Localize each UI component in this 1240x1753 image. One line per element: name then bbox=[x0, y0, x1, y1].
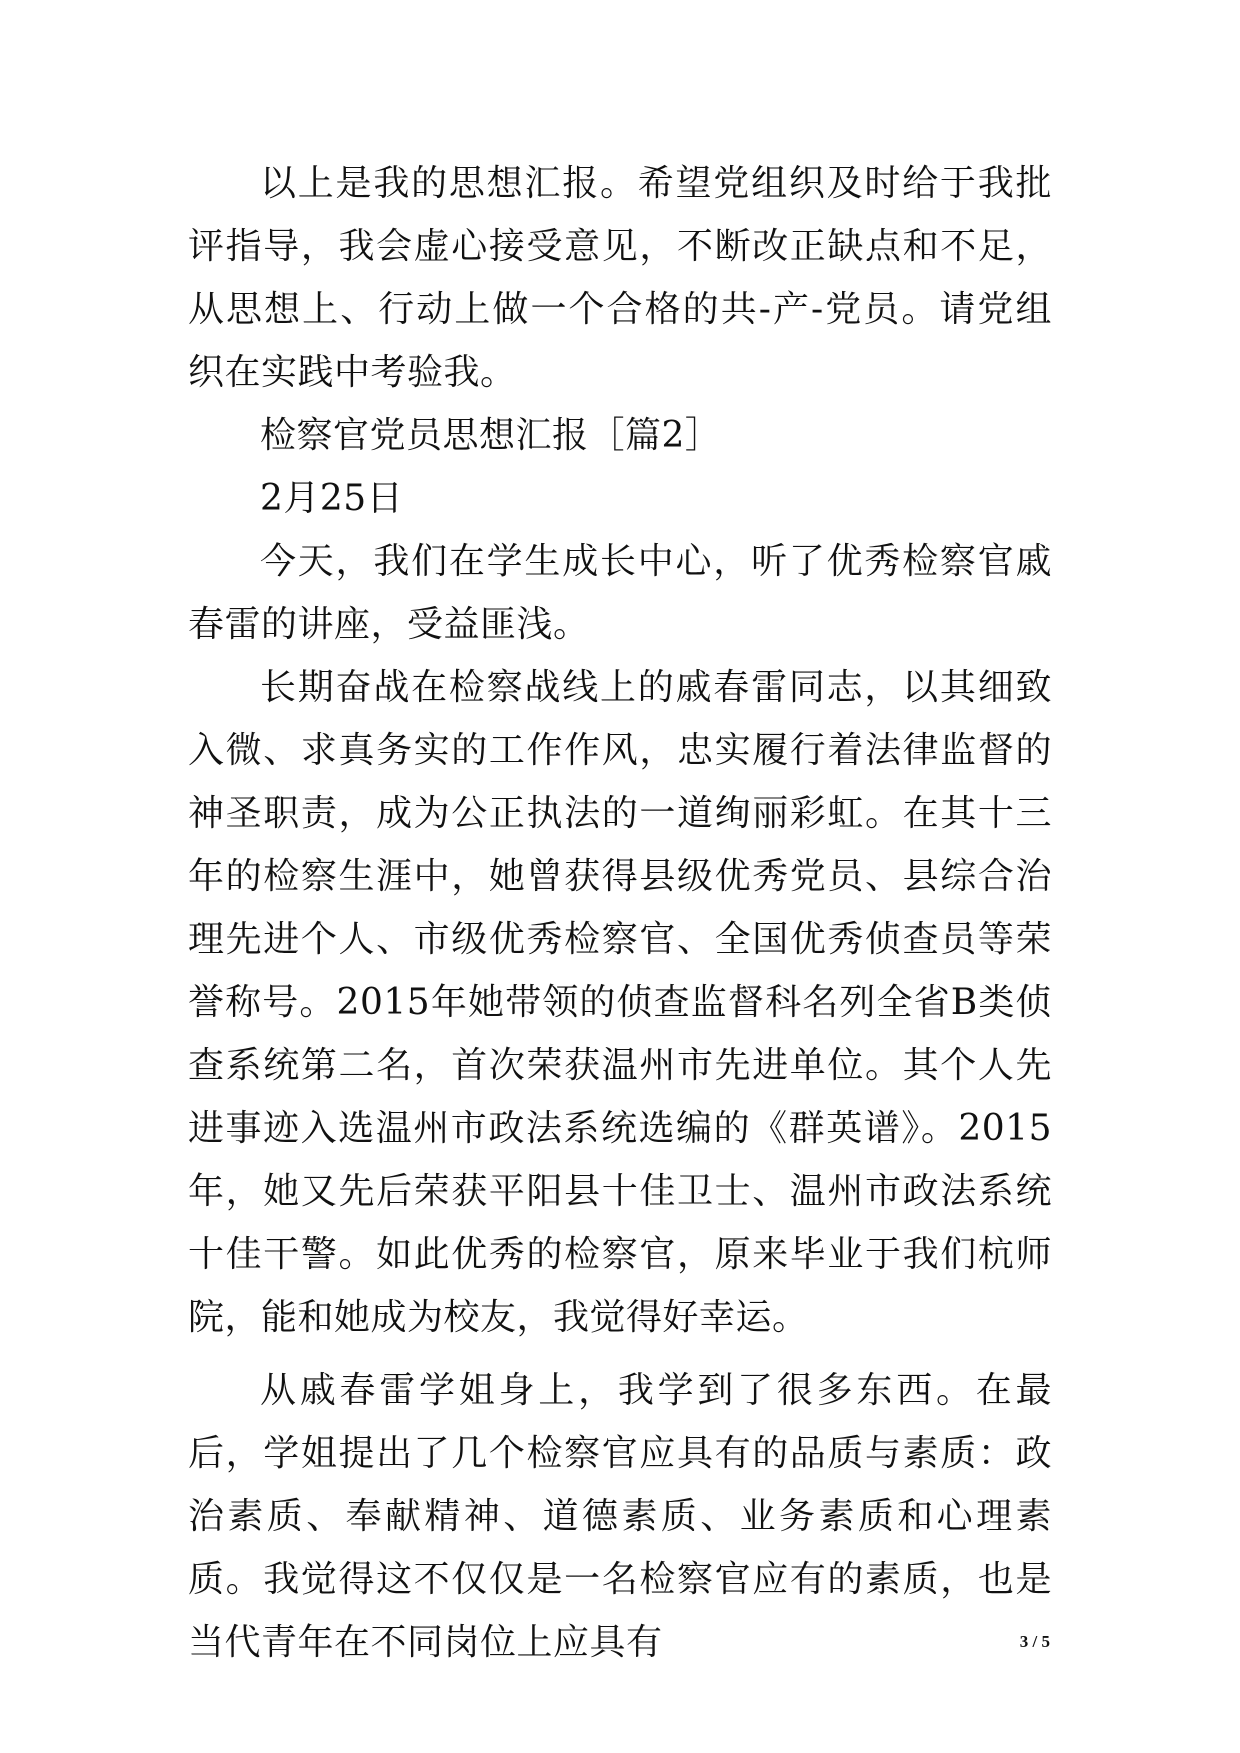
document-body bbox=[188, 152, 1052, 1674]
paragraph-reflection: 从戚春雷学姐身上，我学到了很多东西。在最后，学姐提出了几个检察官应具有的品质与素质：政治素质、奉献精神、道德素质、业务素质和心理素质。我觉得这不仅仅是一名检察官应有的素质，也是当代青年在不同岗位上应具有 bbox=[188, 1370, 1052, 1663]
paragraph-conclusion: 以上是我的思想汇报。希望党组织及时给于我批评指导，我会虚心接受意见，不断改正缺点和不足，从思想上、行动上做一个合格的共-产-党员。请党组织在实践中考验我。 bbox=[188, 163, 1052, 393]
article-title: 检察官党员思想汇报［篇2］ bbox=[260, 415, 722, 456]
paragraph-intro: 今天，我们在学生成长中心，听了优秀检察官戚春雷的讲座，受益匪浅。 bbox=[188, 541, 1052, 645]
paragraph-biography: 长期奋战在检察战线上的戚春雷同志，以其细致入微、求真务实的工作作风，忠实履行着法律监督的神圣职责，成为公正执法的一道绚丽彩虹。在其十三年的检察生涯中，她曾获得县级优秀党员、县综合治理先进个人、市级优秀检察官、全国优秀侦查员等荣誉称号。2015年她带领的侦查监督科名列全省B类侦查系统第二名，首次荣获温州市先进单位。其个人先进事迹入选温州市政法系统选编的《群英谱》。2015年，她又先后荣获平阳县十佳卫士、温州市政法系统十佳干警。如此优秀的检察官，原来毕业于我们杭师院，能和她成为校友，我觉得好幸运。 bbox=[188, 667, 1052, 1338]
article-date: 2月25日 bbox=[260, 478, 404, 519]
page-number: 3 / 5 bbox=[1019, 1632, 1050, 1651]
